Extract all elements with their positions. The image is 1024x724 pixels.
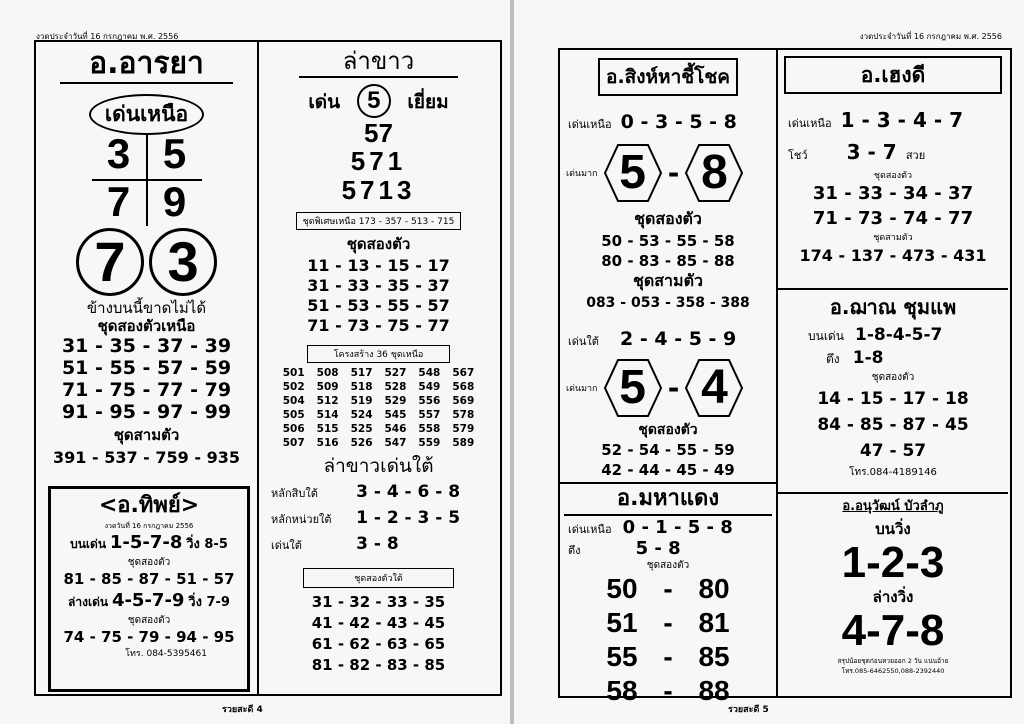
bonwing-label: บนวิ่ง <box>875 520 911 538</box>
number-row: 81 - 82 - 83 - 85 <box>311 656 446 674</box>
lakhao-lower-title: ล่าขาวเด่นใต้ <box>323 455 434 477</box>
singha-title: อ.สิงห์หาชี้โชค <box>598 58 738 96</box>
two-digit-label: ชุดสองตัว <box>346 235 411 253</box>
table-cell: 589 <box>452 437 475 449</box>
mahadaeng-section <box>560 484 776 708</box>
row-label: บนเด่น <box>808 329 844 343</box>
tip-box <box>48 486 250 692</box>
row-numbers: 2 - 4 - 5 - 9 <box>620 328 737 350</box>
circled-numbers <box>36 228 257 300</box>
structure-box: โครงสร้าง 36 ชุดเหนือ <box>307 345 451 363</box>
pyramid-row: 57 <box>364 118 393 148</box>
table-cell: 545 <box>384 409 407 421</box>
row-numbers: 1-8 <box>852 348 884 368</box>
pyramid-row: 5713 <box>341 175 416 205</box>
table-cell: 526 <box>350 437 373 449</box>
three-digit-label: ชุดสามตัว <box>873 233 913 243</box>
table-cell: 567 <box>452 367 475 379</box>
table-cell: 524 <box>350 409 373 421</box>
araya-title: อ.อารยา <box>60 46 233 84</box>
number-row: 50 - 53 - 55 - 58 <box>601 232 735 250</box>
tip-bottom-prefix: ล่างเด่น <box>68 595 109 609</box>
cross-number: 7 <box>106 178 131 225</box>
number-row: 84 - 85 - 87 - 45 <box>817 415 969 435</box>
hengdee-title: อ.เฮงดี <box>784 56 1002 94</box>
table-cell: 569 <box>452 395 475 407</box>
table-cell: 515 <box>316 423 339 435</box>
number-row: 11 - 13 - 15 - 17 <box>307 256 450 275</box>
table-cell: 528 <box>384 381 407 393</box>
tip-two-label: ชุดสองตัว <box>127 615 171 626</box>
table-row <box>277 380 481 394</box>
number-row: 47 - 57 <box>859 441 927 461</box>
pair-row: 50 - 80 <box>606 573 730 604</box>
pair-row: 55 - 85 <box>606 641 730 672</box>
circle-number: 5 <box>357 84 391 118</box>
tip-two-row: 81 - 85 - 87 - 51 - 57 <box>63 570 235 588</box>
table-cell: 519 <box>350 395 373 407</box>
list-item <box>271 506 498 532</box>
number-row: 61 - 62 - 63 - 65 <box>311 635 446 653</box>
tip-date: งวดวันที่ 16 กรกฎาคม 2556 <box>104 522 194 530</box>
row-label: หลักหน่วยใต้ <box>271 513 332 526</box>
tip-bottom-wing: วิ่ง 7-9 <box>188 595 230 610</box>
row-numbers: 0 - 1 - 5 - 8 <box>622 517 733 538</box>
table-cell: 505 <box>282 409 305 421</box>
row-label: เด่นมาก <box>566 169 598 179</box>
circle-number: 3 <box>149 228 217 296</box>
tip-top-wing: วิ่ง 8-5 <box>186 537 228 552</box>
table-cell: 516 <box>316 437 339 449</box>
number-row: 31 - 35 - 37 - 39 <box>61 335 232 357</box>
tip-phone: โทร. 084-5395461 <box>125 649 207 659</box>
anuwat-section <box>778 496 1008 676</box>
number-row: 31 - 33 - 34 - 37 <box>812 183 974 204</box>
three-digit-row: 174 - 137 - 473 - 431 <box>799 246 987 265</box>
number-row: 71 - 73 - 75 - 77 <box>307 316 450 335</box>
number-row: 42 - 44 - 45 - 49 <box>601 461 735 479</box>
left-page <box>0 0 510 724</box>
cross-number: 3 <box>106 130 131 177</box>
row-label: เด่นเหนือ <box>788 117 832 130</box>
table-cell: 547 <box>384 437 407 449</box>
special-set-box: ชุดพิเศษเหนือ 173 - 357 - 513 - 715 <box>296 212 462 230</box>
singha-section <box>560 58 776 480</box>
table-cell: 512 <box>316 395 339 407</box>
row-numbers: 5 - 8 <box>635 538 681 559</box>
south-set-box: ชุดสองตัวใต้ <box>303 568 453 588</box>
page-number: รวยสะดี 5 <box>728 705 769 715</box>
table-cell: 548 <box>418 367 441 379</box>
pair-row: 58 - 88 <box>606 675 730 706</box>
table-cell: 501 <box>282 367 305 379</box>
table-cell: 517 <box>350 367 373 379</box>
two-digit-label: ชุดสองตัว <box>638 422 698 438</box>
row-numbers: 0 - 3 - 5 - 8 <box>620 111 737 133</box>
row-numbers: 3 - 8 <box>356 534 399 554</box>
number-row: 41 - 42 - 43 - 45 <box>311 614 446 632</box>
number-row: 31 - 32 - 33 - 35 <box>311 593 446 611</box>
two-digit-label: ชุดสองตัว <box>646 560 690 571</box>
table-cell: 559 <box>418 437 441 449</box>
row-suffix: สวย <box>905 149 926 162</box>
hex-row: เด่นมาก 5 - 4 <box>560 358 776 420</box>
anuwat-note: สรุปน้อยชุดก่อนหวยออก 2 วัน แน่นอ้าย <box>837 657 949 665</box>
three-digit-row: 083 - 053 - 358 - 388 <box>586 295 750 311</box>
number-row: 51 - 53 - 55 - 57 <box>307 296 450 315</box>
section-divider <box>778 492 1008 494</box>
hexagon-number: 5 <box>603 143 663 203</box>
circle-number: 7 <box>76 228 144 296</box>
row-label: เด่นเหนือ <box>568 118 612 131</box>
tip-top-prefix: บนเด่น <box>70 537 107 551</box>
table-cell: 549 <box>418 381 441 393</box>
table-cell: 529 <box>384 395 407 407</box>
tip-two-row: 74 - 75 - 79 - 94 - 95 <box>63 628 235 646</box>
right-page <box>514 0 1024 724</box>
row-label: หลักสิบใต้ <box>271 487 318 500</box>
chumphae-section <box>778 290 1008 482</box>
hexagon-number: 8 <box>684 143 744 203</box>
table-cell: 557 <box>418 409 441 421</box>
table-row <box>277 366 481 380</box>
lakhao-title: ล่าขาว <box>342 47 415 75</box>
number-row: 71 - 73 - 74 - 77 <box>812 208 974 229</box>
den-label: เด่น <box>308 91 341 113</box>
number-row: 52 - 54 - 55 - 59 <box>601 441 735 459</box>
cross-number: 9 <box>162 178 187 225</box>
table-cell: 578 <box>452 409 475 421</box>
table-cell: 502 <box>282 381 305 393</box>
row-label: เด่นใต้ <box>271 539 302 552</box>
table-cell: 504 <box>282 395 305 407</box>
three-digit-label: ชุดสามตัว <box>633 271 703 290</box>
table-cell: 556 <box>418 395 441 407</box>
row-numbers: 3 - 4 - 6 - 8 <box>356 482 461 502</box>
three-digit-label: ชุดสามตัว <box>113 426 180 444</box>
row-label: เด่นเหนือ <box>568 523 612 536</box>
page-number: รวยสะดี 4 <box>222 705 263 715</box>
table-row <box>277 394 481 408</box>
dennuea-oval: เด่นเหนือ <box>89 94 204 135</box>
table-cell: 514 <box>316 409 339 421</box>
two-digit-label: ชุดสองตัว <box>873 171 913 181</box>
chumphae-phone: โทร.084-4189146 <box>849 467 937 478</box>
table-cell: 579 <box>452 423 475 435</box>
table-cell: 506 <box>282 423 305 435</box>
table-cell: 509 <box>316 381 339 393</box>
lower-rows <box>259 480 498 558</box>
langwing-label: ล่างวิ่ง <box>872 588 914 606</box>
hex-row: เด่นมาก 5 - 8 <box>560 143 776 205</box>
row-label: เด่นใต้ <box>568 335 599 348</box>
number-row: 51 - 55 - 57 - 59 <box>61 357 232 379</box>
left-page-header: งวดประจำวันที่ 16 กรกฎาคม พ.ศ. 2556 <box>36 32 179 41</box>
number-row: 14 - 15 - 17 - 18 <box>817 389 969 409</box>
two-digit-label: ชุดสองตัว <box>634 209 702 228</box>
row-numbers: 1 - 3 - 4 - 7 <box>840 108 963 132</box>
mahadaeng-title: อ.มหาแดง <box>616 486 720 511</box>
row-numbers: 3 - 7 <box>846 140 897 164</box>
two-digit-label: ชุดสองตัวเหนือ <box>97 317 196 335</box>
number-row: 80 - 83 - 85 - 88 <box>601 252 735 270</box>
number-cross <box>92 130 202 226</box>
big-numbers: 4-7-8 <box>841 606 945 655</box>
three-digit-row: 391 - 537 - 759 - 935 <box>53 448 240 467</box>
row-label: เด่นมาก <box>566 384 598 394</box>
araya-section <box>36 46 257 469</box>
table-row <box>277 436 481 450</box>
structure-table <box>277 366 481 450</box>
hexagon-number: 4 <box>684 358 744 418</box>
list-item <box>271 532 498 558</box>
row-label: ตึง <box>826 352 840 366</box>
tip-top-nums: 1-5-7-8 <box>109 532 183 553</box>
table-cell: 568 <box>452 381 475 393</box>
pyramid-row: 571 <box>350 146 407 176</box>
table-cell: 558 <box>418 423 441 435</box>
row-numbers: 1 - 2 - 3 - 5 <box>356 508 461 528</box>
anuwat-title: อ.อนุวัฒน์ บัวลำภู <box>842 499 944 514</box>
hexagon-number: 5 <box>603 358 663 418</box>
two-digit-label: ชุดสองตัว <box>871 372 915 383</box>
table-cell: 507 <box>282 437 305 449</box>
table-cell: 518 <box>350 381 373 393</box>
row-numbers: 1-8-4-5-7 <box>855 325 943 345</box>
tip-bottom-nums: 4-5-7-9 <box>111 590 185 611</box>
table-row <box>277 408 481 422</box>
number-row: 31 - 33 - 35 - 37 <box>307 276 450 295</box>
anuwat-phone: โทร.085-6462550,088-2392440 <box>841 667 945 675</box>
hengdee-section <box>778 56 1008 268</box>
table-cell: 546 <box>384 423 407 435</box>
big-numbers: 1-2-3 <box>841 538 945 587</box>
chumphae-title: อ.ฌาณ ชุมแพ <box>829 295 957 319</box>
pair-row: 51 - 81 <box>606 607 730 638</box>
number-row: 71 - 75 - 77 - 79 <box>61 379 232 401</box>
cross-number: 5 <box>162 130 187 177</box>
number-row: 91 - 95 - 97 - 99 <box>61 401 232 423</box>
lakhao-section <box>259 46 498 676</box>
note-text: ข้างบนนี้ขาดไม่ได้ <box>86 299 207 317</box>
table-cell: 525 <box>350 423 373 435</box>
table-row <box>277 422 481 436</box>
table-cell: 527 <box>384 367 407 379</box>
list-item <box>271 480 498 506</box>
tip-title: <อ.ทิพย์> <box>98 493 200 518</box>
table-cell: 508 <box>316 367 339 379</box>
row-label: ตึง <box>568 544 581 557</box>
row-label: โชว์ <box>788 149 808 162</box>
tip-two-label: ชุดสองตัว <box>127 557 171 568</box>
yiam-label: เยี่ยม <box>407 91 449 113</box>
right-page-header: งวดประจำวันที่ 16 กรกฎาคม พ.ศ. 2556 <box>859 32 1002 41</box>
